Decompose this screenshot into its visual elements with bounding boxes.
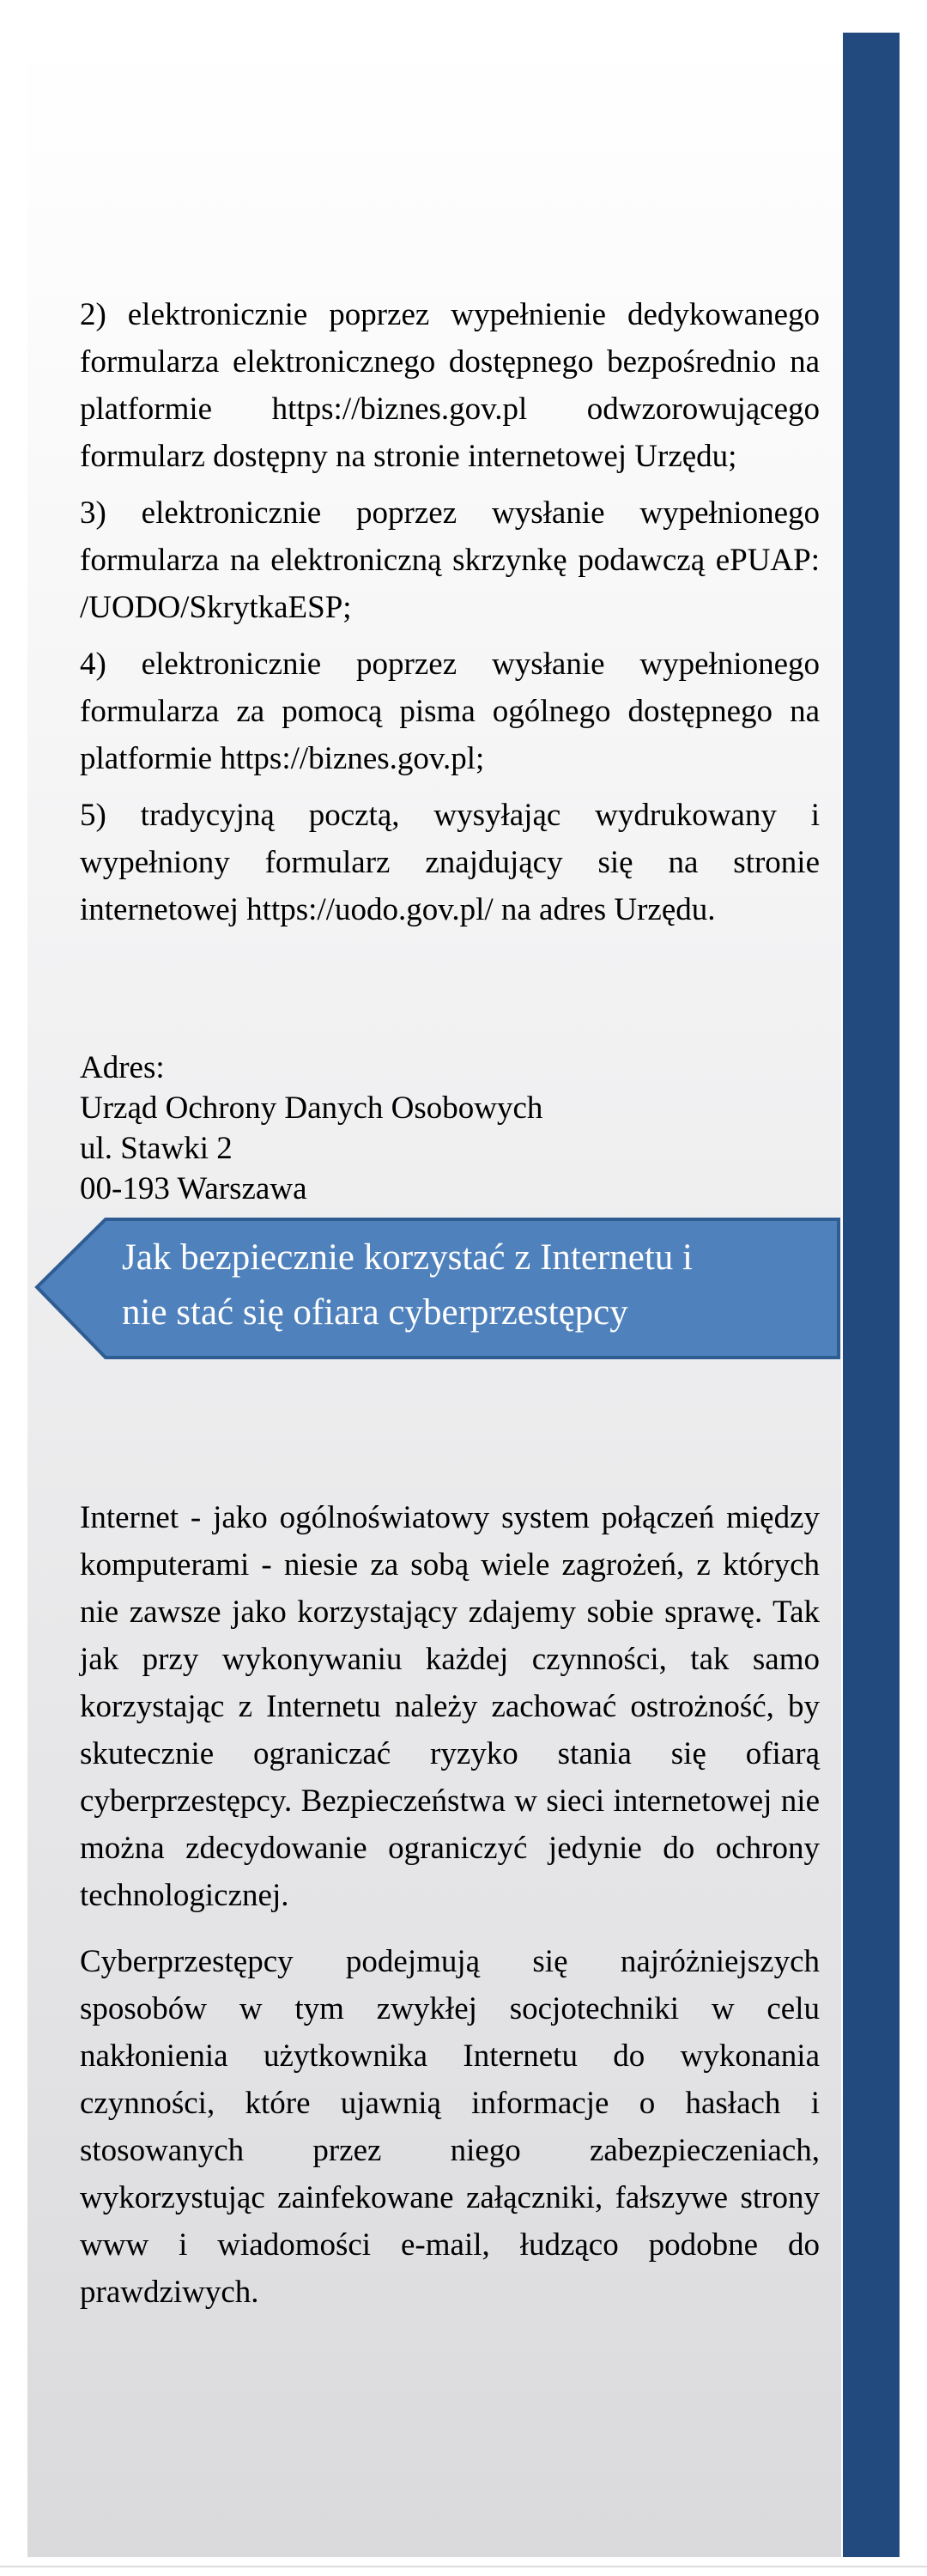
sidebar-accent-bar (843, 33, 900, 2557)
section-heading-line-1: Jak bezpiecznie korzystać z Internetu i (122, 1237, 693, 1278)
address-city: 00-193 Warszawa (80, 1171, 307, 1206)
section-paragraph-2: Cyberprzestępcy podejmują się najróżniejszych sposobów w tym zwykłej socjotechniki w celu nakłonienia użytkownika Internetu do wykonania czynności, które ujawnią informacje o hasłach i stosowanych przez niego zabezpieczeniach, wykorzystując zainfekowane załączniki, fałszywe strony www i wiadomości e-mail, łudząco podobne do prawdziwych. (80, 1944, 820, 2310)
submission-methods-list (80, 291, 820, 943)
section-heading-banner (34, 1217, 841, 1360)
section-body (80, 1494, 820, 2335)
address-street: ul. Stawki 2 (80, 1131, 233, 1166)
address-name: Urząd Ochrony Danych Osobowych (80, 1091, 543, 1126)
method-item-4: 4) elektronicznie poprzez wysłanie wypełnionego formularza za pomocą pisma ogólnego dostępnego na platformie https://biznes.gov.pl; (80, 647, 820, 776)
section-paragraph-1: Internet - jako ogólnoświatowy system połączeń między komputerami - niesie za sobą wiele zagrożeń, z których nie zawsze jako korzystający zdajemy sobie sprawę. Tak jak przy wykonywaniu każdej czynności, tak samo korzystając z Internetu należy zachować ostrożność, by skutecznie ograniczać ryzyko stania się ofiarą cyberprzestępcy. Bezpieczeństwa w sieci internetowej nie można zdecydowanie ograniczyć jedynie do ochrony technologicznej. (80, 1500, 820, 1913)
section-heading (122, 1230, 834, 1340)
address-label: Adres: (80, 1050, 165, 1085)
section-heading-line-2: nie stać się ofiara cyberprzestępcy (122, 1292, 628, 1333)
method-item-5: 5) tradycyjną pocztą, wysyłając wydrukowany i wypełniony formularz znajdujący się na stronie internetowej https://uodo.gov.pl/ na adres Urzędu. (80, 798, 820, 927)
method-item-3: 3) elektronicznie poprzez wysłanie wypełnionego formularza na elektroniczną skrzynkę podawczą ePUAP: /UODO/SkrytkaESP; (80, 495, 820, 625)
method-item-2: 2) elektronicznie poprzez wypełnienie dedykowanego formularza elektronicznego dostępnego bezpośrednio na platformie https://biznes.gov.pl odwzorowującego formularz dostępny na stronie internetowej Urzędu; (80, 297, 820, 474)
address-block (80, 1048, 542, 1209)
page-bottom-rule (0, 2566, 927, 2567)
